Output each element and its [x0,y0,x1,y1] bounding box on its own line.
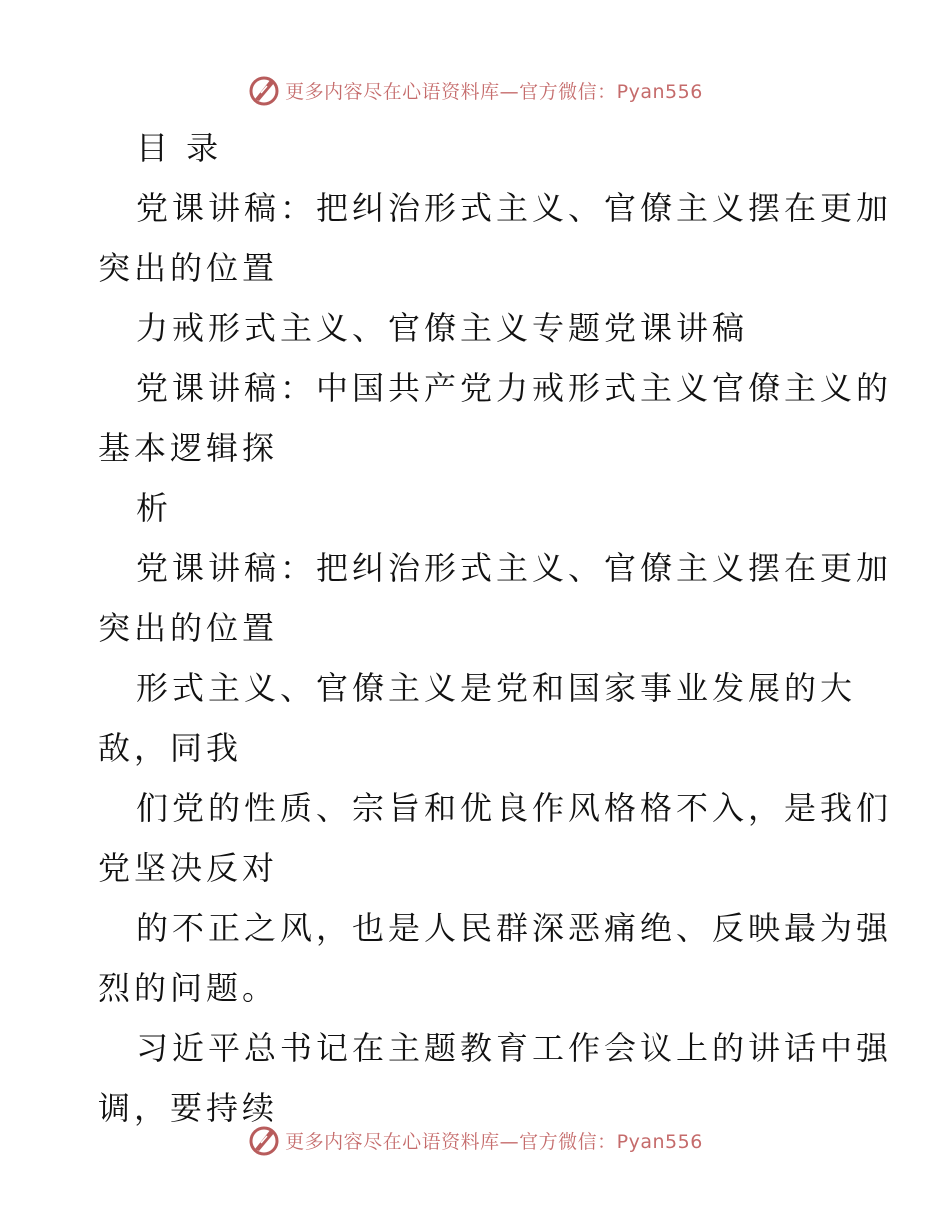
text-line: 党课讲稿：把纠治形式主义、官僚主义摆在更加 [136,549,893,587]
text-line: 调，要持续 [98,1089,279,1127]
text-line: 党课讲稿：中国共产党力戒形式主义官僚主义的 [136,369,893,407]
header-watermark [0,70,950,110]
text-line: 形式主义、官僚主义是党和国家事业发展的大 [136,669,857,707]
text-line: 突出的位置 [98,609,279,647]
footer-watermark [0,1120,950,1160]
quill-seal-logo-icon [247,73,281,107]
text-line: 析 [136,489,173,527]
text-line: 烈的问题。 [98,969,279,1007]
text-line: 们党的性质、宗旨和优良作风格格不入，是我们 [136,789,893,827]
document-body [98,118,893,1138]
watermark-text: 更多内容尽在心语资料库—官方微信：Pyan556 [285,80,703,103]
text-line: 的不正之风，也是人民群深恶痛绝、反映最为强 [136,909,893,947]
text-line: 党课讲稿：把纠治形式主义、官僚主义摆在更加 [136,189,893,227]
text-line: 目 录 [136,129,223,167]
text-line: 敌，同我 [98,729,243,767]
text-line: 力戒形式主义、官僚主义专题党课讲稿 [136,309,749,347]
watermark-text: 更多内容尽在心语资料库—官方微信：Pyan556 [285,1130,703,1153]
text-line: 习近平总书记在主题教育工作会议上的讲话中强 [136,1029,893,1067]
text-line: 党坚决反对 [98,849,279,887]
quill-seal-logo-icon [247,1123,281,1157]
text-line: 突出的位置 [98,249,279,287]
text-line: 基本逻辑探 [98,429,279,467]
